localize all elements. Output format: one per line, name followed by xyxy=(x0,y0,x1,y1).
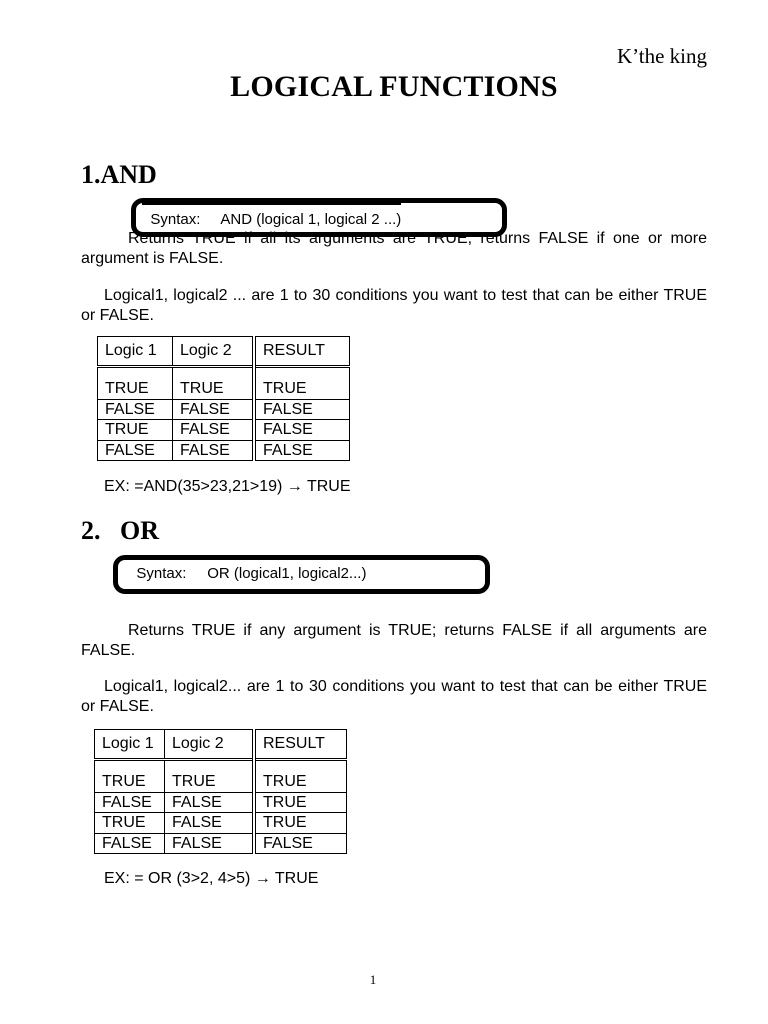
table-cell: FALSE xyxy=(254,399,350,420)
table-row xyxy=(98,379,350,399)
table-row xyxy=(98,399,350,420)
table-cell: FALSE xyxy=(173,399,255,420)
section-heading-or: 2. OR xyxy=(81,516,159,545)
hand-drawn-oval xyxy=(113,555,490,594)
table-row xyxy=(95,813,347,834)
table-row xyxy=(95,772,347,792)
table-cell: TRUE xyxy=(173,379,255,399)
truth-table-and xyxy=(97,336,350,461)
table-cell: TRUE xyxy=(95,772,165,792)
truth-table-or xyxy=(94,729,347,854)
table-header-cell: RESULT xyxy=(254,337,350,367)
description-and: Returns TRUE if all its arguments are TRUE; returns FALSE if one or more argument is FALSE. xyxy=(81,230,707,267)
table-cell: FALSE xyxy=(254,833,347,854)
author-name: K’the king xyxy=(616,44,707,68)
table-cell: FALSE xyxy=(95,833,165,854)
table-cell: FALSE xyxy=(165,813,255,834)
table-cell: TRUE xyxy=(98,420,173,441)
example-and: EX: =AND(35>23,21>19) → TRUE xyxy=(104,478,351,495)
table-cell: FALSE xyxy=(165,792,255,813)
table-row xyxy=(98,420,350,441)
table-row xyxy=(95,792,347,813)
table-cell: TRUE xyxy=(254,379,350,399)
arguments-and: Logical1, logical2 ... are 1 to 30 conditions you want to test that can be either TRUE or FALSE. xyxy=(81,287,707,324)
table-cell: TRUE xyxy=(165,772,255,792)
example-or: EX: = OR (3>2, 4>5) → TRUE xyxy=(104,870,319,887)
table-cell: FALSE xyxy=(165,833,255,854)
table-cell: FALSE xyxy=(98,440,173,461)
table-cell: TRUE xyxy=(254,792,347,813)
table-cell: FALSE xyxy=(95,792,165,813)
arguments-or: Logical1, logical2... are 1 to 30 conditions you want to test that can be either TRUE or FALSE. xyxy=(81,678,707,715)
table-cell: FALSE xyxy=(254,420,350,441)
table-header-cell: Logic 1 xyxy=(98,337,173,367)
table-header-cell: Logic 2 xyxy=(165,730,255,760)
syntax-text: Syntax: AND (logical 1, logical 2 ...) xyxy=(150,211,402,228)
description-or: Returns TRUE if any argument is TRUE; returns FALSE if all arguments are FALSE. xyxy=(81,622,707,659)
page-title: LOGICAL FUNCTIONS xyxy=(230,70,558,103)
table-cell: TRUE xyxy=(254,772,347,792)
table-header-cell: RESULT xyxy=(254,730,347,760)
table-cell: TRUE xyxy=(95,813,165,834)
table-cell: FALSE xyxy=(98,399,173,420)
table-row xyxy=(95,833,347,854)
table-cell: TRUE xyxy=(98,379,173,399)
table-cell: TRUE xyxy=(254,813,347,834)
table-header-cell: Logic 1 xyxy=(95,730,165,760)
table-cell: FALSE xyxy=(173,420,255,441)
table-header-cell: Logic 2 xyxy=(173,337,255,367)
syntax-text: Syntax: OR (logical1, logical2...) xyxy=(136,565,367,582)
table-row xyxy=(98,440,350,461)
table-cell: FALSE xyxy=(254,440,350,461)
table-cell: FALSE xyxy=(173,440,255,461)
section-heading-and: 1.AND xyxy=(81,160,157,189)
page-number: 1 xyxy=(369,972,377,987)
